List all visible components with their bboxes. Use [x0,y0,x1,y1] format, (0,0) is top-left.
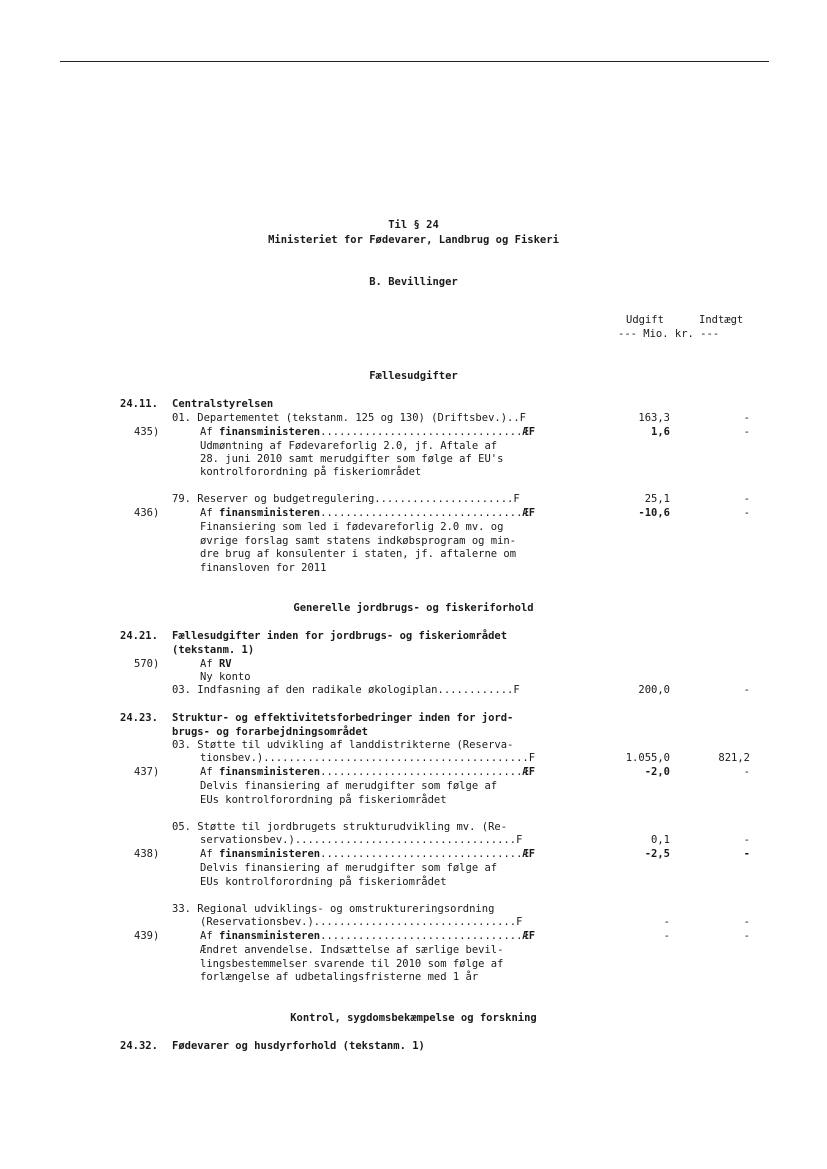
row-text: Af finansministeren................................ÆF [200,930,536,942]
note-line: Ny konto [200,671,251,683]
note-line: EUs kontrolforordning på fiskeriområdet [200,876,447,888]
row-text: (Reservationsbev.)................................F [200,916,523,928]
account-title: brugs- og forarbejdningsområdet [172,726,368,738]
column-header-indtaegt: Indtægt [699,314,744,326]
footnote-ref: 437) [134,766,160,778]
page-top-rule [60,61,769,62]
row-text: 79. Reserver og budgetregulering......................F [172,493,520,505]
udgift-value: 1,6 [651,426,670,438]
row-text: Af finansministeren................................ÆF [200,766,536,778]
account-title: Fællesudgifter inden for jordbrugs- og fiskeriområdet [172,630,508,642]
indtaegt-value: - [743,412,750,424]
column-unit: --- Mio. kr. --- [618,328,720,340]
account-title: Fødevarer og husdyrforhold (tekstanm. 1) [172,1040,425,1052]
account-title: Struktur- og effektivitetsforbedringer inden for jord- [172,712,514,724]
note-line: dre brug af konsulenter i staten, jf. aftalerne om [200,548,517,560]
indtaegt-value: - [743,834,750,846]
udgift-value: -2,0 [644,766,670,778]
note-line: forlængelse af udbetalingsfristerne med 1 år [200,971,479,983]
udgift-value: 200,0 [638,684,670,696]
udgift-value: 25,1 [644,493,670,505]
section-faellesudgifter: Fællesudgifter [369,370,458,382]
note-line: Delvis finansiering af merudgifter som følge af [200,780,498,792]
udgift-value: -10,6 [638,507,670,519]
section-kontrol: Kontrol, sygdomsbekæmpelse og forskning [290,1012,537,1024]
account-title: (tekstanm. 1) [172,644,255,656]
indtaegt-value: - [743,930,750,942]
row-text: Af finansministeren................................ÆF [200,426,536,438]
row-text: 05. Støtte til jordbrugets strukturudvikling mv. (Re- [172,821,508,833]
footnote-ref: 435) [134,426,160,438]
note-line: 28. juni 2010 samt merudgifter som følge af EU's [200,453,504,465]
indtaegt-value: - [743,684,750,696]
udgift-value: - [663,930,670,942]
footnote-ref: 439) [134,930,160,942]
udgift-value: 1.055,0 [625,752,670,764]
footnote-ref: 436) [134,507,160,519]
account-title: Centralstyrelsen [172,398,274,410]
row-text: 33. Regional udviklings- og omstruktureringsordning [172,903,495,915]
note-line: EUs kontrolforordning på fiskeriområdet [200,794,447,806]
account-number: 24.11. [120,398,158,410]
indtaegt-value: - [743,493,750,505]
row-text: Af finansministeren................................ÆF [200,507,536,519]
note-line: finansloven for 2011 [200,562,327,574]
note-line: øvrige forslag samt statens indkøbsprogram og min- [200,535,517,547]
ministry-title: Ministeriet for Fødevarer, Landbrug og Fiskeri [268,234,559,246]
row-text: 01. Departementet (tekstanm. 125 og 130) (Driftsbev.)..F [172,412,527,424]
note-line: Udmøntning af Fødevareforlig 2.0, jf. Aftale af [200,440,498,452]
note-line: Finansiering som led i fødevareforlig 2.0 mv. og [200,521,504,533]
udgift-value: 0,1 [651,834,670,846]
indtaegt-value: - [743,848,750,860]
account-number: 24.32. [120,1040,158,1052]
column-header-udgift: Udgift [626,314,664,326]
indtaegt-value: - [743,507,750,519]
row-text: servationsbev.)...................................F [200,834,523,846]
section-generelle: Generelle jordbrugs- og fiskeriforhold [293,602,534,614]
udgift-value: - [663,916,670,928]
footnote-ref: 570) [134,658,160,670]
note-line: lingsbestemmelser svarende til 2010 som følge af [200,958,504,970]
bevillinger-heading: B. Bevillinger [369,276,458,288]
row-text: Af finansministeren................................ÆF [200,848,536,860]
footnote-ref: 438) [134,848,160,860]
indtaegt-value: - [743,426,750,438]
section-til: Til § 24 [388,219,439,231]
account-number: 24.23. [120,712,158,724]
indtaegt-value: 821,2 [718,752,750,764]
note-line: Ændret anvendelse. Indsættelse af særlige bevil- [200,944,504,956]
note-line: kontrolforordning på fiskeriområdet [200,466,422,478]
row-text: tionsbev.)..........................................F [200,752,536,764]
indtaegt-value: - [743,916,750,928]
udgift-value: 163,3 [638,412,670,424]
row-text: 03. Støtte til udvikling af landdistrikterne (Reserva- [172,739,514,751]
note-line: Delvis finansiering af merudgifter som følge af [200,862,498,874]
row-text: Af RV [200,658,232,670]
row-text: 03. Indfasning af den radikale økologiplan............F [172,684,520,696]
udgift-value: -2,5 [644,848,670,860]
indtaegt-value: - [743,766,750,778]
account-number: 24.21. [120,630,158,642]
